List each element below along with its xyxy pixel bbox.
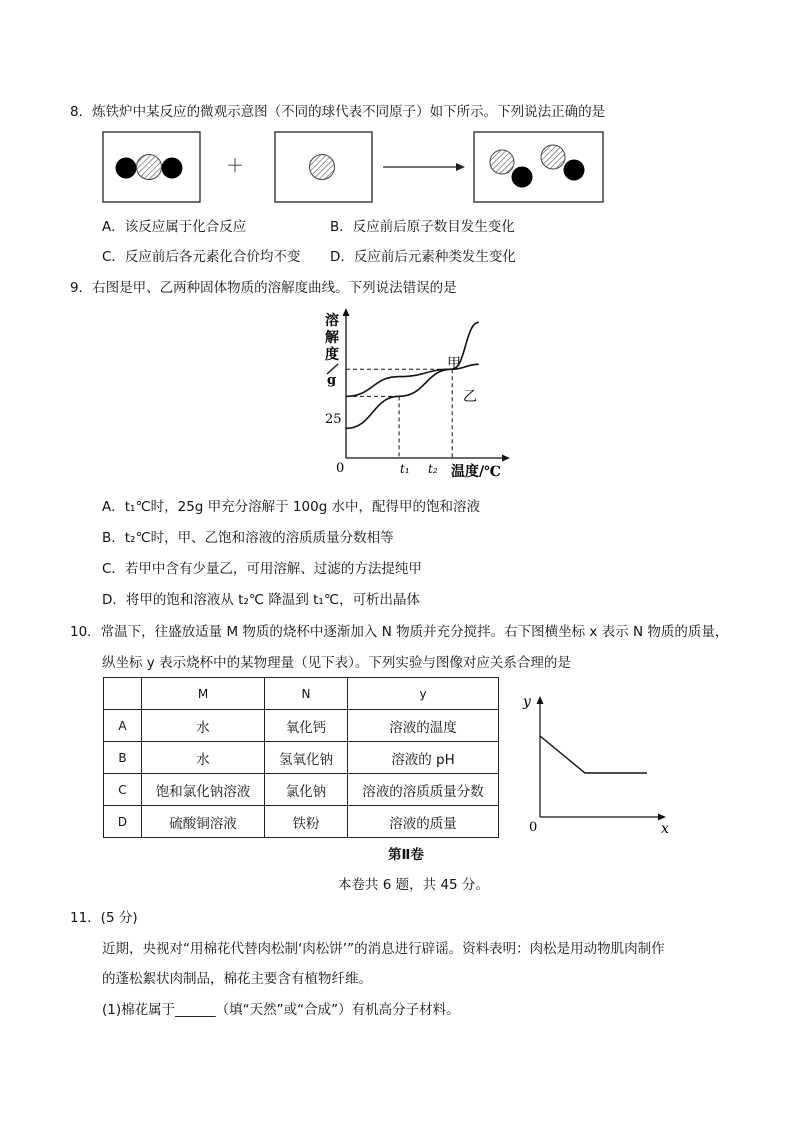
series-label-jia: 甲: [447, 356, 461, 372]
cell-m: 硫酸铜溶液: [142, 806, 265, 838]
graph-origin: 0: [529, 820, 538, 835]
y-axis-label-2: 解: [325, 330, 339, 346]
q9-option-d: D．将甲的饱和溶液从 t₂℃ 降温到 t₁℃，可析出晶体: [102, 592, 421, 608]
q11-paragraph-line1: 近期，央视对“用棉花代替肉松制‘肉松饼’”的消息进行辟谣。资料表明：肉松是用动物肌肉制作: [102, 941, 665, 957]
q11-subquestion-1: (1)棉花属于______（填“天然”或“合成”）有机高分子材料。: [102, 1002, 460, 1018]
cell-y: 溶液的温度: [348, 710, 499, 742]
row-label: B: [104, 742, 142, 774]
graph-y-label: y: [523, 694, 531, 710]
q9-stem: 9．右图是甲、乙两种固体物质的溶解度曲线。下列说法错误的是: [70, 280, 457, 296]
series-label-yi: 乙: [463, 389, 477, 405]
q11-paragraph-line2: 的蓬松絮状肉制品，棉花主要含有植物纤维。: [102, 971, 372, 987]
y-axis-label-1: 溶: [325, 313, 339, 329]
cell-n: 氢氧化钠: [265, 742, 348, 774]
q9-option-c: C．若甲中含有少量乙，可用溶解、过滤的方法提纯甲: [102, 561, 422, 577]
cell-y: 溶液的溶质质量分数: [348, 774, 499, 806]
q8-option-c: C．反应前后各元素化合价均不变: [102, 249, 301, 265]
q8-option-a: A．该反应属于化合反应: [102, 219, 247, 235]
graph-y-arrow: [537, 696, 544, 704]
plus-sign: ＋: [226, 156, 244, 177]
q8-stem: 8．炼铁炉中某反应的微观示意图（不同的球代表不同原子）如下所示。下列说法正确的是: [70, 104, 606, 120]
q8-option-d: D．反应前后元素种类发生变化: [330, 249, 516, 265]
q9-option-a: A．t₁℃时，25g 甲充分溶解于 100g 水中，配得甲的饱和溶液: [102, 499, 481, 515]
cell-n: 氧化钙: [265, 710, 348, 742]
section-subtitle: 本卷共 6 题，共 45 分。: [338, 877, 489, 893]
graph-x-label: x: [661, 821, 669, 837]
cell-n: 氯化钠: [265, 774, 348, 806]
y-axis-label-3: 度: [325, 347, 339, 363]
cell-y: 溶液的 pH: [348, 742, 499, 774]
q11-number: 11．(5 分): [70, 910, 138, 926]
graph-curve: [540, 736, 647, 773]
graph-x-arrow: [658, 814, 666, 821]
y-tick-25: 25: [325, 412, 342, 427]
y-axis-label-unit: g: [327, 373, 337, 388]
cell-m: 水: [142, 742, 265, 774]
x-tick-t1: t₁: [400, 462, 410, 476]
origin-label: 0: [336, 461, 345, 476]
x-tick-t2: t₂: [428, 462, 438, 476]
section-title: 第Ⅱ卷: [388, 847, 424, 863]
row-label: A: [104, 710, 142, 742]
x-axis-label: 温度/℃: [451, 464, 501, 480]
q10-stem-line2: 纵坐标 y 表示烧杯中的某物理量（见下表）。下列实验与图像对应关系合理的是: [102, 655, 571, 671]
cell-n: 铁粉: [265, 806, 348, 838]
header-cell-y: y: [348, 678, 499, 710]
row-label: D: [104, 806, 142, 838]
row-label: C: [104, 774, 142, 806]
q8-option-b: B．反应前后原子数目发生变化: [330, 219, 515, 235]
header-cell-m: M: [142, 678, 265, 710]
cell-y: 溶液的质量: [348, 806, 499, 838]
cell-m: 饱和氯化钠溶液: [142, 774, 265, 806]
q9-option-b: B．t₂℃时，甲、乙饱和溶液的溶质质量分数相等: [102, 530, 394, 546]
cell-m: 水: [142, 710, 265, 742]
header-cell-n: N: [265, 678, 348, 710]
q10-stem-line1: 10．常温下，往盛放适量 M 物质的烧杯中逐渐加入 N 物质并充分搅拌。右下图横坐标 x 表示 N 物质的质量，: [70, 624, 729, 640]
